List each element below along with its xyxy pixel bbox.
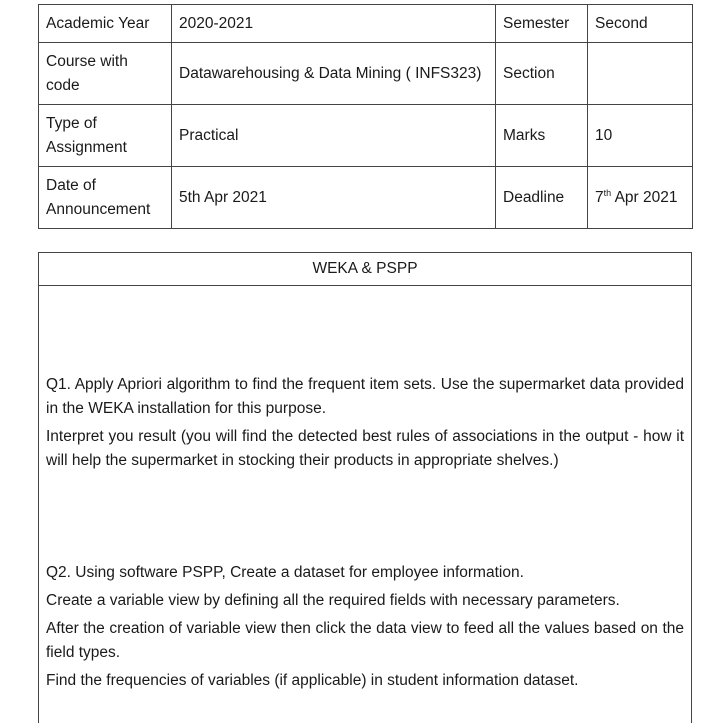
- type-label: Type of Assignment: [39, 105, 172, 167]
- table-row: [39, 5, 693, 43]
- table-row: [39, 167, 693, 229]
- course-value: Datawarehousing & Data Mining ( INFS323): [172, 43, 496, 105]
- q2-data-view-text: After the creation of variable view then click the data view to feed all the values based on the field types.: [46, 620, 684, 661]
- deadline-rest: Apr 2021: [611, 188, 678, 206]
- semester-label: Semester: [496, 5, 588, 43]
- course-label: Course with code: [39, 43, 172, 105]
- academic-year-label: Academic Year: [39, 5, 172, 43]
- type-value: Practical: [172, 105, 496, 167]
- deadline-label: Deadline: [496, 167, 588, 229]
- table-row: [39, 43, 693, 105]
- academic-year-value: 2020-2021: [172, 5, 496, 43]
- marks-value: 10: [588, 105, 693, 167]
- section-label: Section: [496, 43, 588, 105]
- assignment-content-box: [38, 252, 692, 723]
- deadline-day: 7: [595, 188, 604, 206]
- table-row: [39, 105, 693, 167]
- content-title: WEKA & PSPP: [39, 253, 691, 286]
- q2-text: Q2. Using software PSPP, Create a dataset for employee information.: [46, 564, 524, 581]
- q1-text: Q1. Apply Apriori algorithm to find the frequent item sets. Use the supermarket data provided in the WEKA installation for this purpose.: [46, 376, 684, 417]
- deadline-value: [588, 167, 693, 229]
- date-label: Date of Announcement: [39, 167, 172, 229]
- date-value: 5th Apr 2021: [172, 167, 496, 229]
- deadline-suffix: th: [603, 187, 612, 198]
- q1-interpret-text: Interpret you result (you will find the detected best rules of associations in the output - how it will help the supermarket in stocking their products in appropriate shelves.): [46, 428, 684, 469]
- semester-value: Second: [588, 5, 693, 43]
- section-value: [588, 43, 693, 105]
- q2-frequencies-text: Find the frequencies of variables (if applicable) in student information dataset.: [46, 672, 579, 689]
- marks-label: Marks: [496, 105, 588, 167]
- q2-variable-view-text: Create a variable view by defining all the required fields with necessary parameters.: [46, 592, 620, 609]
- assignment-info-table: [38, 4, 693, 229]
